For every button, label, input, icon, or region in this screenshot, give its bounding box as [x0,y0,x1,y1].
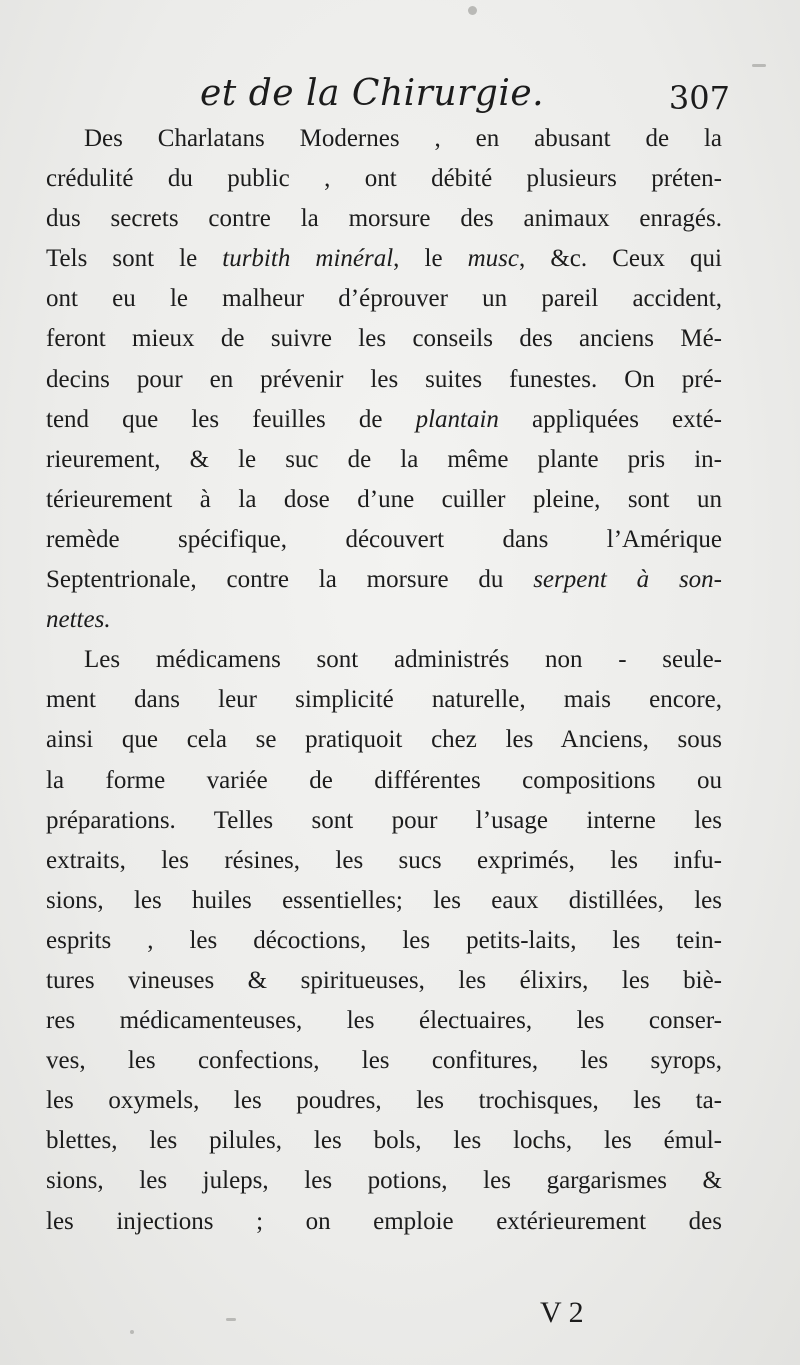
text-run: Septentrionale, contre la morsure du [46,566,534,594]
text-run: feront mieux de suivre les conseils des anciens Mé- [46,325,722,353]
page-number: 307 [668,79,730,117]
text-run: sions, les huiles essentielles; les eaux distillées, les [46,886,722,914]
text-line [46,921,722,961]
text-line [46,881,722,921]
signature-mark: V 2 [540,1296,584,1329]
paper-speck [226,1318,236,1321]
paper-speck [130,1330,134,1334]
text-run: decins pour en prévenir les suites funestes. On pré- [46,365,722,393]
text-line [46,440,722,480]
text-line [46,640,722,680]
text-run: rieurement, & le suc de la même plante pris in- [46,445,722,473]
body-text [46,119,722,1242]
text-run: esprits , les décoctions, les petits-laits, les tein- [46,926,722,954]
text-line [46,400,722,440]
text-run: ont eu le malheur d’éprouver un pareil accident, [46,285,722,313]
text-line [46,600,722,640]
text-line [46,1081,722,1121]
text-run: ment dans leur simplicité naturelle, mais encore, [46,686,722,714]
text-line [46,360,722,400]
text-run: , le [393,245,468,273]
text-line [46,520,722,560]
text-run: remède spécifique, découvert dans l’Amérique [46,525,722,553]
text-line [46,720,722,760]
text-line [46,119,722,159]
text-line [46,841,722,881]
text-run: Les médicamens sont administrés non - seule- [84,646,722,674]
text-run: appliquées exté- [498,405,723,433]
text-run: les injections ; on emploie extérieurement des [46,1207,722,1235]
text-run: la forme variée de différentes compositions ou [46,766,722,794]
text-run: préparations. Telles sont pour l’usage interne les [46,806,722,834]
paper-speck [468,6,477,15]
text-run: térieurement à la dose d’une cuiller pleine, sont un [46,485,722,513]
text-line [46,801,722,841]
text-line [46,239,722,279]
text-run: les oxymels, les poudres, les trochisques, les ta- [46,1087,722,1115]
text-line [46,199,722,239]
text-line [46,1121,722,1161]
text-run: ves, les confections, les confitures, les syrops, [46,1047,722,1075]
text-run: crédulité du public , ont débité plusieurs préten- [46,165,722,193]
text-line [46,680,722,720]
text-line [46,279,722,319]
text-run: Des Charlatans Modernes , en abusant de la [84,125,722,152]
text-line [46,961,722,1001]
text-line [46,480,722,520]
text-run: tend que les feuilles de [46,405,416,433]
text-line [46,319,722,359]
text-run: dus secrets contre la morsure des animaux enragés. [46,205,722,233]
text-line [46,1041,722,1081]
italic-term: musc [467,245,520,273]
italic-term: nettes. [46,606,111,634]
text-line [46,761,722,801]
text-line [46,1161,722,1201]
running-head [0,70,800,120]
text-run: Tels sont le [46,245,223,273]
text-run: sions, les juleps, les potions, les gargarismes & [46,1167,722,1195]
text-run: tures vineuses & spiritueuses, les élixirs, les biè- [46,966,722,994]
text-run: blettes, les pilules, les bols, les lochs, les émul- [46,1127,722,1155]
text-line [46,560,722,600]
italic-term: plantain [415,405,499,433]
text-run: , &c. Ceux qui [519,245,723,273]
italic-term: turbith minéral [222,245,394,273]
text-line [46,1001,722,1041]
italic-term: serpent à son- [533,566,723,594]
text-run: ainsi que cela se pratiquoit chez les Anciens, sous [46,726,722,754]
text-run: res médicamenteuses, les électuaires, les conser- [46,1007,722,1035]
text-run: extraits, les résines, les sucs exprimés, les infu- [46,846,722,874]
paper-speck [752,64,766,67]
running-title: et de la Chirurgie. [200,73,545,114]
text-line [46,159,722,199]
text-line [46,1202,722,1242]
